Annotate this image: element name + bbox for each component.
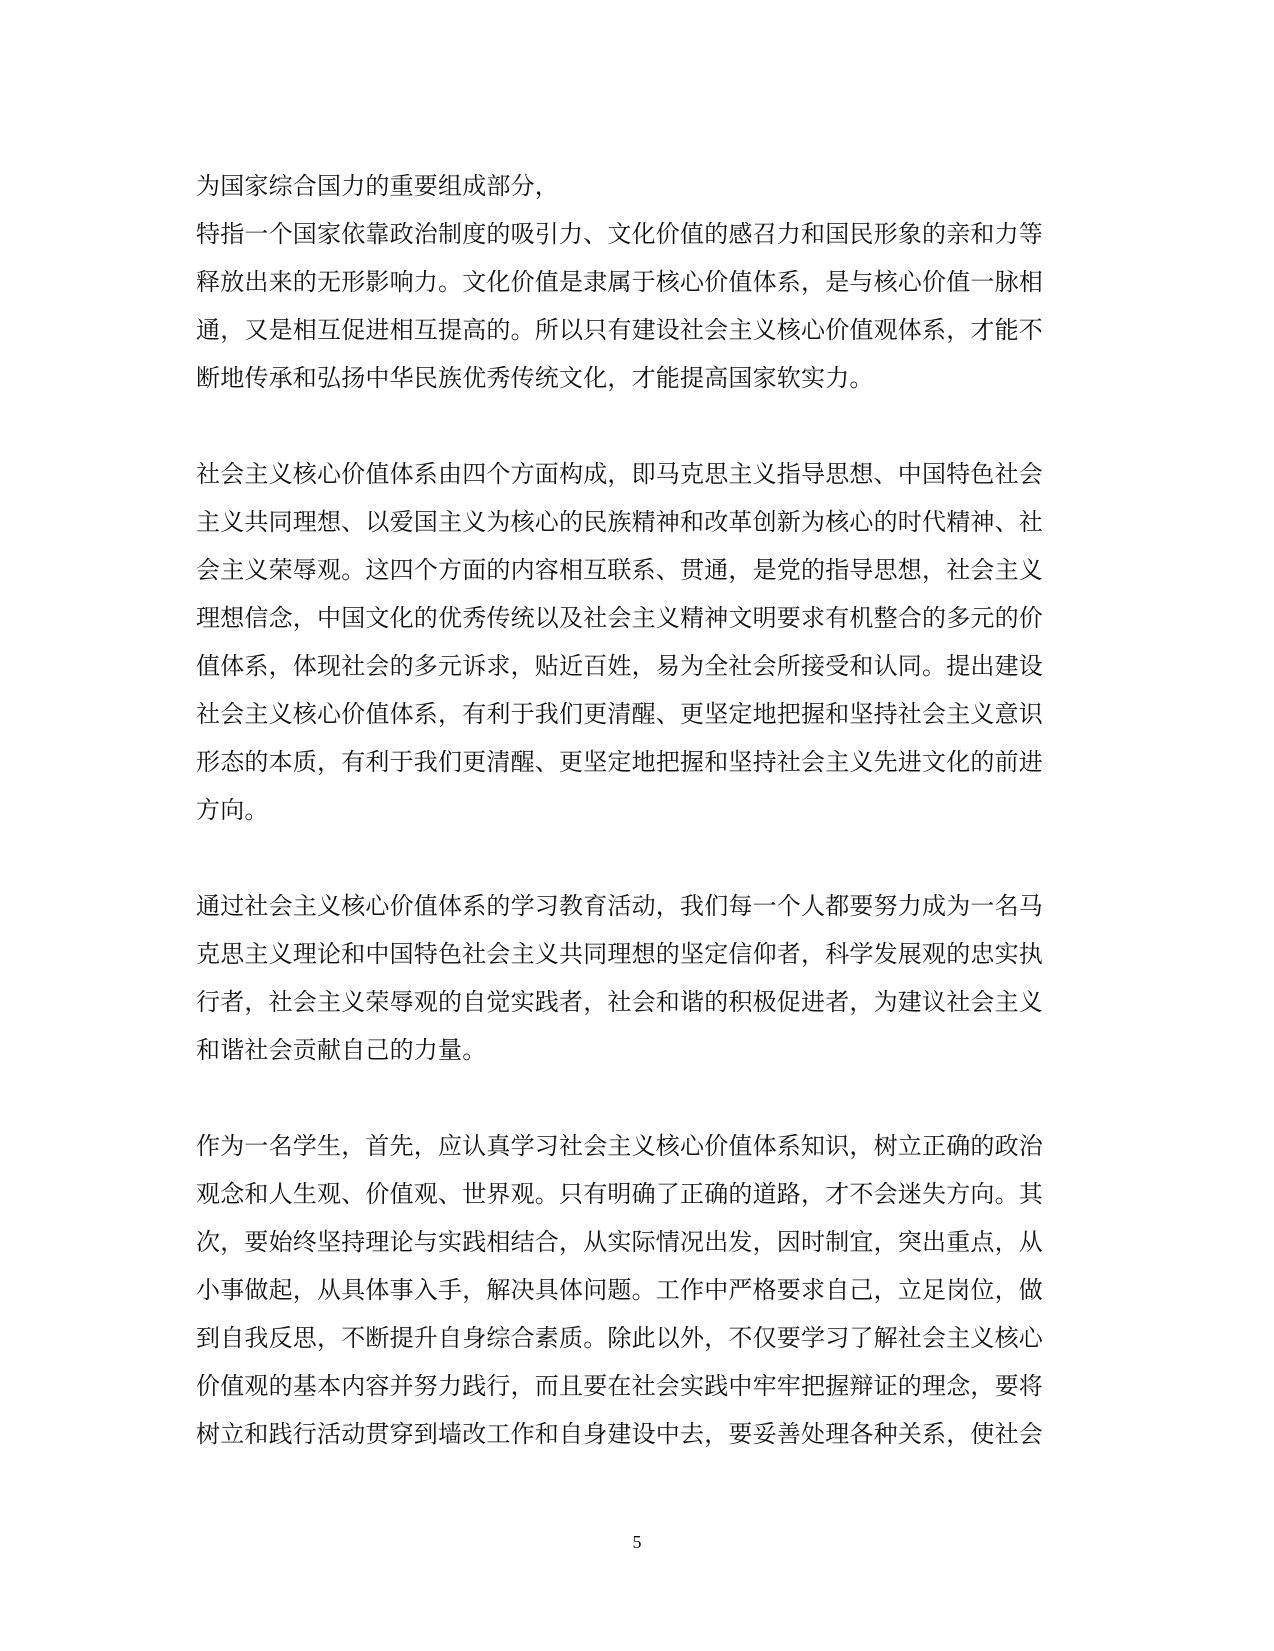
paragraph-3 <box>196 882 1078 1074</box>
text-line: 会主义荣辱观。这四个方面的内容相互联系、贯通，是党的指导思想，社会主义 <box>196 556 1043 584</box>
paragraph-spacer <box>196 1074 1078 1122</box>
text-line: 形态的本质，有利于我们更清醒、更坚定地把握和坚持社会主义先进文化的前进 <box>196 748 1043 776</box>
page-number: 5 <box>632 1532 642 1552</box>
document-body <box>196 162 1078 1458</box>
text-line: 通，又是相互促进相互提高的。所以只有建设社会主义核心价值观体系，才能不 <box>196 316 1043 344</box>
text-line: 和谐社会贡献自己的力量。 <box>196 1036 487 1064</box>
text-line: 释放出来的无形影响力。文化价值是隶属于核心价值体系，是与核心价值一脉相 <box>196 268 1043 296</box>
text-line: 断地传承和弘扬中华民族优秀传统文化，才能提高国家软实力。 <box>196 364 874 392</box>
text-line: 社会主义核心价值体系，有利于我们更清醒、更坚定地把握和坚持社会主义意识 <box>196 700 1043 728</box>
text-line: 通过社会主义核心价值体系的学习教育活动，我们每一个人都要努力成为一名马 <box>196 892 1043 920</box>
text-line: 方向。 <box>196 796 269 824</box>
text-line: 特指一个国家依靠政治制度的吸引力、文化价值的感召力和国民形象的亲和力等 <box>196 220 1043 248</box>
text-line: 小事做起，从具体事入手，解决具体问题。工作中严格要求自己，立足岗位，做 <box>196 1276 1043 1304</box>
text-line: 到自我反思，不断提升自身综合素质。除此以外，不仅要学习了解社会主义核心 <box>196 1324 1043 1352</box>
text-line: 作为一名学生，首先，应认真学习社会主义核心价值体系知识，树立正确的政治 <box>196 1132 1043 1160</box>
text-line: 社会主义核心价值体系由四个方面构成，即马克思主义指导思想、中国特色社会 <box>196 460 1043 488</box>
text-line: 主义共同理想、以爱国主义为核心的民族精神和改革创新为核心的时代精神、社 <box>196 508 1043 536</box>
text-line: 价值观的基本内容并努力践行，而且要在社会实践中牢牢把握辩证的理念，要将 <box>196 1372 1043 1400</box>
text-line: 行者，社会主义荣辱观的自觉实践者，社会和谐的积极促进者，为建议社会主义 <box>196 988 1043 1016</box>
paragraph-spacer <box>196 834 1078 882</box>
text-line: 值体系，体现社会的多元诉求，贴近百姓，易为全社会所接受和认同。提出建设 <box>196 652 1043 680</box>
text-line: 观念和人生观、价值观、世界观。只有明确了正确的道路，才不会迷失方向。其 <box>196 1180 1043 1208</box>
text-line: 为国家综合国力的重要组成部分， <box>196 172 559 200</box>
text-line: 次，要始终坚持理论与实践相结合，从实际情况出发，因时制宜，突出重点，从 <box>196 1228 1043 1256</box>
paragraph-4 <box>196 1122 1078 1458</box>
text-line: 理想信念，中国文化的优秀传统以及社会主义精神文明要求有机整合的多元的价 <box>196 604 1043 632</box>
paragraph-1 <box>196 162 1078 402</box>
paragraph-2 <box>196 450 1078 834</box>
paragraph-spacer <box>196 402 1078 450</box>
text-line: 克思主义理论和中国特色社会主义共同理想的坚定信仰者，科学发展观的忠实执 <box>196 940 1043 968</box>
text-line: 树立和践行活动贯穿到墙改工作和自身建设中去，要妥善处理各种关系，使社会 <box>196 1420 1043 1448</box>
